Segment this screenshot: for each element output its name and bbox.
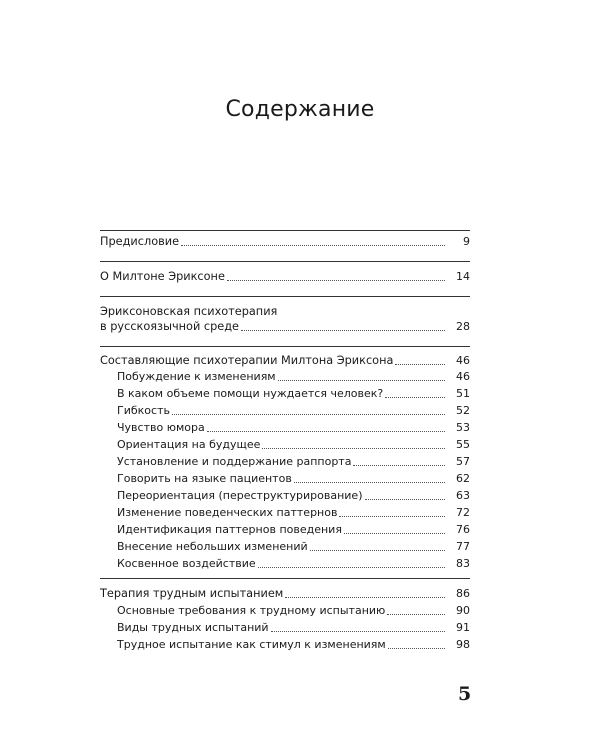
toc-entry[interactable] bbox=[117, 604, 470, 617]
toc-entry-title: Изменение поведенческих паттернов bbox=[117, 506, 338, 519]
toc-entry-components[interactable] bbox=[100, 354, 470, 367]
dot-leader bbox=[385, 397, 445, 398]
toc-entry-russian-speaking[interactable] bbox=[100, 320, 470, 333]
toc-entry[interactable] bbox=[117, 387, 470, 400]
toc-entry-title: В каком объеме помощи нуждается человек? bbox=[117, 387, 384, 400]
toc-entry-title: в русскоязычной среде bbox=[100, 320, 239, 333]
section-divider bbox=[100, 578, 470, 579]
section-divider bbox=[100, 346, 470, 347]
dot-leader bbox=[241, 330, 445, 331]
toc-entry-page: 46 bbox=[456, 354, 470, 367]
dot-leader bbox=[387, 614, 445, 615]
toc-entry-title: Внесение небольших изменений bbox=[117, 540, 308, 553]
toc-entry-title: Побуждение к изменениям bbox=[117, 370, 276, 383]
dot-leader bbox=[278, 380, 445, 381]
dot-leader bbox=[172, 414, 445, 415]
toc-entry-page: 14 bbox=[456, 270, 470, 283]
toc-entry-title: Трудное испытание как стимул к изменениям bbox=[117, 638, 386, 651]
dot-leader bbox=[344, 533, 445, 534]
toc-entry-page: 83 bbox=[456, 557, 470, 570]
dot-leader bbox=[294, 482, 445, 483]
toc-entry[interactable] bbox=[117, 621, 470, 634]
toc-entry-page: 77 bbox=[456, 540, 470, 553]
toc-entry[interactable] bbox=[117, 557, 470, 570]
dot-leader bbox=[227, 280, 445, 281]
dot-leader bbox=[285, 597, 445, 598]
dot-leader bbox=[388, 648, 445, 649]
toc-entry-page: 28 bbox=[456, 320, 470, 333]
toc-entry-title: Установление и поддержание раппорта bbox=[117, 455, 352, 468]
toc-entry[interactable] bbox=[117, 472, 470, 485]
toc-entry-page: 72 bbox=[456, 506, 470, 519]
toc-entry-page: 9 bbox=[463, 235, 470, 248]
dot-leader bbox=[271, 631, 445, 632]
toc-entry[interactable] bbox=[117, 438, 470, 451]
toc-entry-title: Ориентация на будущее bbox=[117, 438, 261, 451]
toc-entry[interactable] bbox=[117, 523, 470, 536]
toc-entry-title: Виды трудных испытаний bbox=[117, 621, 269, 634]
toc-entry-title: Говорить на языке пациентов bbox=[117, 472, 292, 485]
dot-leader bbox=[310, 550, 445, 551]
dot-leader bbox=[181, 245, 445, 246]
dot-leader bbox=[395, 364, 445, 365]
toc-entry-title: Идентификация паттернов поведения bbox=[117, 523, 342, 536]
dot-leader bbox=[207, 431, 445, 432]
toc-entry-page: 55 bbox=[456, 438, 470, 451]
dot-leader bbox=[365, 499, 446, 500]
page-number: 5 bbox=[458, 683, 472, 705]
toc-entry[interactable] bbox=[117, 455, 470, 468]
toc-entry-title: Составляющие психотерапии Милтона Эриксона bbox=[100, 354, 394, 367]
toc-entry-title: Чувство юмора bbox=[117, 421, 205, 434]
toc-entry-title: Переориентация (переструктурирование) bbox=[117, 489, 363, 502]
toc-entry-page: 51 bbox=[456, 387, 470, 400]
dot-leader bbox=[262, 448, 445, 449]
toc-entry[interactable] bbox=[117, 540, 470, 553]
dot-leader bbox=[258, 567, 445, 568]
toc-entry-title: Гибкость bbox=[117, 404, 170, 417]
toc-entry-page: 98 bbox=[456, 638, 470, 651]
toc-entry-page: 57 bbox=[456, 455, 470, 468]
toc-entry-page: 90 bbox=[456, 604, 470, 617]
dot-leader bbox=[353, 465, 445, 466]
page-title: Содержание bbox=[225, 97, 375, 122]
toc-entry-page: 46 bbox=[456, 370, 470, 383]
toc-entry-preface[interactable] bbox=[100, 235, 470, 248]
toc-entry-ordeal-therapy[interactable] bbox=[100, 587, 470, 600]
dot-leader bbox=[339, 516, 445, 517]
toc-entry-page: 62 bbox=[456, 472, 470, 485]
toc-entry-page: 63 bbox=[456, 489, 470, 502]
toc-entry-page: 91 bbox=[456, 621, 470, 634]
section-divider bbox=[100, 230, 470, 231]
toc-entry-title: О Милтоне Эриксоне bbox=[100, 270, 225, 283]
toc-entry[interactable] bbox=[117, 489, 470, 502]
toc-entry[interactable] bbox=[117, 370, 470, 383]
toc-entry-page: 52 bbox=[456, 404, 470, 417]
toc-entry-title: Основные требования к трудному испытанию bbox=[117, 604, 386, 617]
section-divider bbox=[100, 261, 470, 262]
toc-entry-title: Терапия трудным испытанием bbox=[100, 587, 284, 600]
section-divider bbox=[100, 296, 470, 297]
toc-entry[interactable] bbox=[117, 506, 470, 519]
toc-entry-title: Косвенное воздействие bbox=[117, 557, 256, 570]
toc-entry-title-line1[interactable]: Эриксоновская психотерапия bbox=[100, 305, 278, 318]
toc-entry[interactable] bbox=[117, 404, 470, 417]
toc-entry[interactable] bbox=[117, 638, 470, 651]
toc-entry-page: 86 bbox=[456, 587, 470, 600]
toc-entry-title: Предисловие bbox=[100, 235, 180, 248]
toc-entry-about-erickson[interactable] bbox=[100, 270, 470, 283]
toc-entry-page: 53 bbox=[456, 421, 470, 434]
toc-entry-page: 76 bbox=[456, 523, 470, 536]
toc-entry[interactable] bbox=[117, 421, 470, 434]
